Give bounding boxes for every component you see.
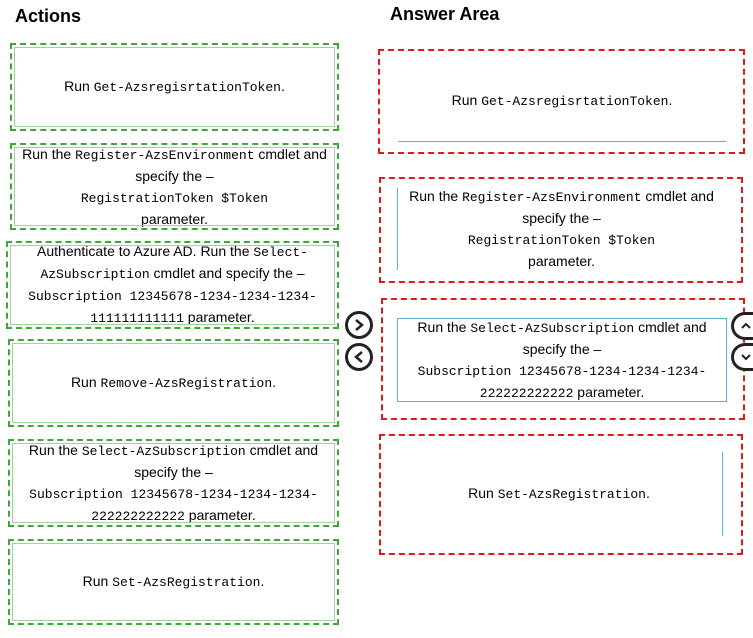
chevron-down-icon bbox=[741, 352, 751, 362]
answer-text: Run the Select-AzSubscription cmdlet and specify the – Subscription 12345678-1234-1234-1234-222222222222 parameter. bbox=[417, 318, 707, 401]
chevron-up-icon bbox=[741, 321, 751, 331]
answer-text: Run the Register-AzsEnvironment cmdlet and specify the – RegistrationToken $Token parameter. bbox=[409, 188, 714, 269]
move-right-button[interactable] bbox=[345, 311, 373, 339]
action-item[interactable] bbox=[10, 43, 339, 131]
answer-item[interactable] bbox=[397, 188, 725, 270]
action-item[interactable] bbox=[8, 439, 339, 527]
answer-item[interactable] bbox=[397, 318, 727, 402]
answer-text: Run Set-AzsRegistration. bbox=[468, 485, 650, 502]
move-left-button[interactable] bbox=[345, 343, 373, 371]
action-text: Run Get-AzsregisrtationToken. bbox=[64, 78, 285, 95]
action-text: Run the Register-AzsEnvironment cmdlet and specify the – RegistrationToken $Token parameter. bbox=[22, 145, 327, 227]
move-up-button[interactable] bbox=[731, 312, 753, 340]
chevron-right-icon bbox=[352, 318, 366, 332]
answer-area-heading: Answer Area bbox=[390, 4, 500, 24]
action-item[interactable] bbox=[8, 339, 339, 427]
action-text: Run the Select-AzSubscription cmdlet and specify the – Subscription 12345678-1234-1234-1234-222222222222 parameter. bbox=[28, 441, 319, 524]
action-text: Run Remove-AzsRegistration. bbox=[70, 374, 277, 391]
answer-text: Run Get-AzsregisrtationToken. bbox=[451, 91, 673, 109]
action-text: Run Set-AzsRegistration. bbox=[82, 573, 265, 590]
chevron-left-icon bbox=[352, 350, 366, 364]
actions-heading: Actions bbox=[15, 6, 82, 26]
action-text: Authenticate to Azure AD. Run the Select-AzSubscription cmdlet and specify the – Subscription 12345678-1234-1234-1234-111111111111 parameter. bbox=[28, 243, 317, 326]
move-down-button[interactable] bbox=[731, 343, 753, 371]
action-item[interactable] bbox=[6, 241, 339, 329]
action-item[interactable] bbox=[8, 539, 339, 625]
answer-item[interactable] bbox=[398, 60, 726, 142]
answer-item[interactable] bbox=[396, 452, 723, 536]
action-item[interactable] bbox=[10, 143, 339, 230]
